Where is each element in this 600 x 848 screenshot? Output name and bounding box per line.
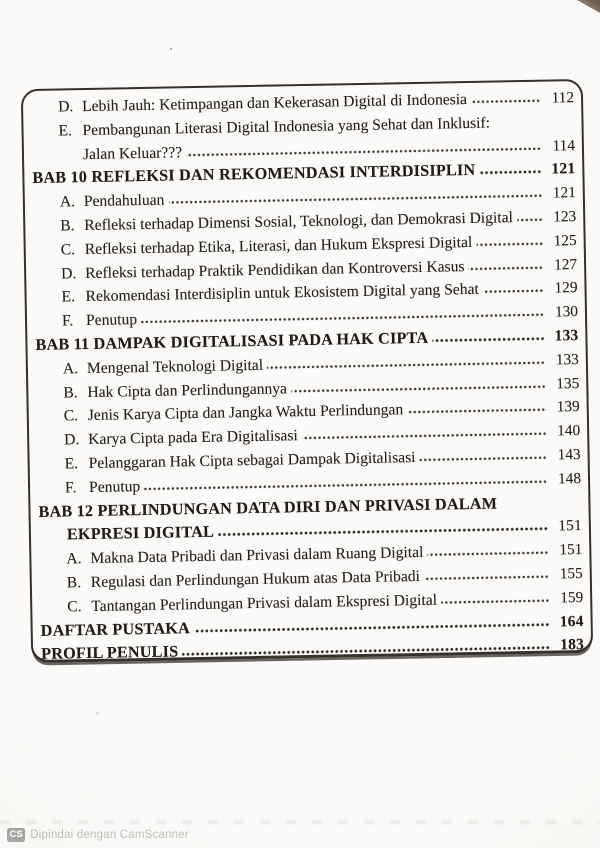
dotted-leader <box>471 99 541 104</box>
entry-letter: E. <box>61 288 76 306</box>
entry-page-number: 183 <box>560 636 585 654</box>
dotted-leader <box>182 646 551 657</box>
entry-page-number: 139 <box>556 398 580 416</box>
entry-page-number: 125 <box>553 231 577 250</box>
entry-label: Regulasi dan Perlindungan Hukum atas Data Pribadi <box>90 567 421 591</box>
dotted-leader <box>441 598 550 604</box>
entry-letter: E. <box>64 455 79 473</box>
dotted-leader <box>427 551 549 557</box>
entry-letter: C. <box>63 407 79 425</box>
dotted-leader <box>479 170 542 175</box>
dotted-leader <box>483 289 545 294</box>
entry-page-number: 151 <box>558 517 583 535</box>
dotted-leader <box>186 146 542 157</box>
entry-letter: F. <box>64 478 77 497</box>
entry-label: EKPRESI DIGITAL <box>66 523 215 544</box>
entry-label: Penutup <box>88 477 141 496</box>
entry-page-number: 121 <box>551 160 576 178</box>
entry-page-number: 140 <box>557 422 581 440</box>
entry-letter: A. <box>59 193 76 211</box>
entry-letter: E. <box>58 122 73 140</box>
entry-page-number: 135 <box>556 374 580 392</box>
entry-letter: C. <box>67 597 82 616</box>
dotted-leader <box>141 313 545 324</box>
entry-page-number: 127 <box>553 255 578 274</box>
dotted-leader <box>194 622 551 633</box>
entry-label: Jalan Keluar??? <box>82 143 183 163</box>
entry-label: BAB 10 REFLEKSI DAN REKOMENDASI INTERDISIPLIN <box>32 161 476 188</box>
entry-page-number: 123 <box>553 208 577 226</box>
entry-page-number: 129 <box>554 279 578 297</box>
entry-page-number: 155 <box>559 564 583 583</box>
entry-page-number: 121 <box>552 184 576 202</box>
scan-speck <box>96 712 99 715</box>
entry-label: Refleksi terhadap Praktik Pendidikan dan Kontroversi Kasus <box>85 257 465 282</box>
entry-label: Mengenal Teknologi Digital <box>86 356 264 377</box>
entry-page-number: 164 <box>559 612 584 630</box>
entry-letter: F. <box>61 312 74 330</box>
entry-label: Rekomendasi Interdisiplin untuk Ekosistem Digital yang Sehat <box>85 281 479 306</box>
entry-label: Karya Cipta pada Era Digitalisasi <box>88 427 298 449</box>
dotted-leader <box>468 265 544 270</box>
entry-label: BAB 12 PERLINDUNGAN DATA DIRI DAN PRIVASI DALAM <box>38 494 498 521</box>
scan-noise-streak <box>0 820 600 824</box>
entry-letter: C. <box>60 241 76 259</box>
entry-letter: D. <box>61 264 77 283</box>
entry-letter: A. <box>66 550 82 568</box>
camscanner-badge-icon: CS <box>7 828 25 842</box>
entry-page-number: 133 <box>554 326 579 345</box>
entry-page-number: 143 <box>557 445 581 464</box>
toc-list <box>31 86 584 667</box>
entry-page-number: 159 <box>560 588 584 607</box>
entry-label: PROFIL PENULIS <box>40 642 179 664</box>
dotted-leader <box>476 241 543 246</box>
entry-label: Refleksi terhadap Dimensi Sosial, Teknologi, dan Demokrasi Digital <box>84 209 514 235</box>
entry-letter: D. <box>64 431 80 449</box>
entry-page-number: 148 <box>557 469 582 488</box>
entry-letter: D. <box>57 98 74 116</box>
dotted-leader <box>407 408 547 415</box>
camscanner-watermark <box>7 828 189 842</box>
dotted-leader <box>432 337 545 343</box>
entry-label: Tantangan Perlindungan Privasi dalam Ekspresi Digital <box>91 591 438 615</box>
dotted-leader <box>144 479 548 490</box>
entry-label: BAB 11 DAMPAK DIGITALISASI PADA HAK CIPTA <box>35 328 429 354</box>
entry-label: Pendahuluan <box>83 191 165 211</box>
dotted-leader <box>302 432 547 440</box>
entry-label: Jenis Karya Cipta dan Jangka Waktu Perlindungan <box>87 401 404 425</box>
entry-label: Pelanggaran Hak Cipta sebagai Dampak Digitalisasi <box>88 448 416 472</box>
dotted-leader <box>517 218 543 222</box>
dotted-leader <box>291 384 546 393</box>
entry-label: Makna Data Pribadi dan Privasi dalam Ruang Digital <box>90 544 424 568</box>
dotted-leader <box>420 456 548 462</box>
entry-letter: B. <box>60 217 75 235</box>
dotted-leader <box>168 194 542 205</box>
entry-page-number: 151 <box>559 541 583 559</box>
dotted-leader <box>218 527 549 537</box>
camscanner-watermark-text: Dipindai dengan CamScanner <box>30 829 189 841</box>
entry-letter: A. <box>62 359 79 378</box>
entry-label: Penutup <box>85 311 138 330</box>
toc-frame <box>21 79 593 663</box>
scan-speck <box>170 48 172 50</box>
entry-label: Lebih Jauh: Ketimpangan dan Kekerasan Digital di Indonesia <box>81 91 468 116</box>
scan-corner-shadow <box>576 0 600 13</box>
entry-letter: B. <box>63 383 78 402</box>
entry-label: Pembangunan Literasi Digital Indonesia yang Sehat dan Inklusif: <box>82 114 491 139</box>
entry-label: DAFTAR PUSTAKA <box>40 618 191 640</box>
entry-page-number: 130 <box>554 303 579 321</box>
entry-letter: B. <box>66 574 82 592</box>
dotted-leader <box>267 360 546 369</box>
entry-label: Refleksi terhadap Etika, Literasi, dan Hukum Ekspresi Digital <box>84 233 473 258</box>
dotted-leader <box>424 575 550 581</box>
entry-label: Hak Cipta dan Perlindungannya <box>87 379 288 401</box>
entry-page-number: 133 <box>555 350 579 369</box>
entry-page-number: 112 <box>551 89 575 107</box>
entry-page-number: 114 <box>552 136 576 155</box>
